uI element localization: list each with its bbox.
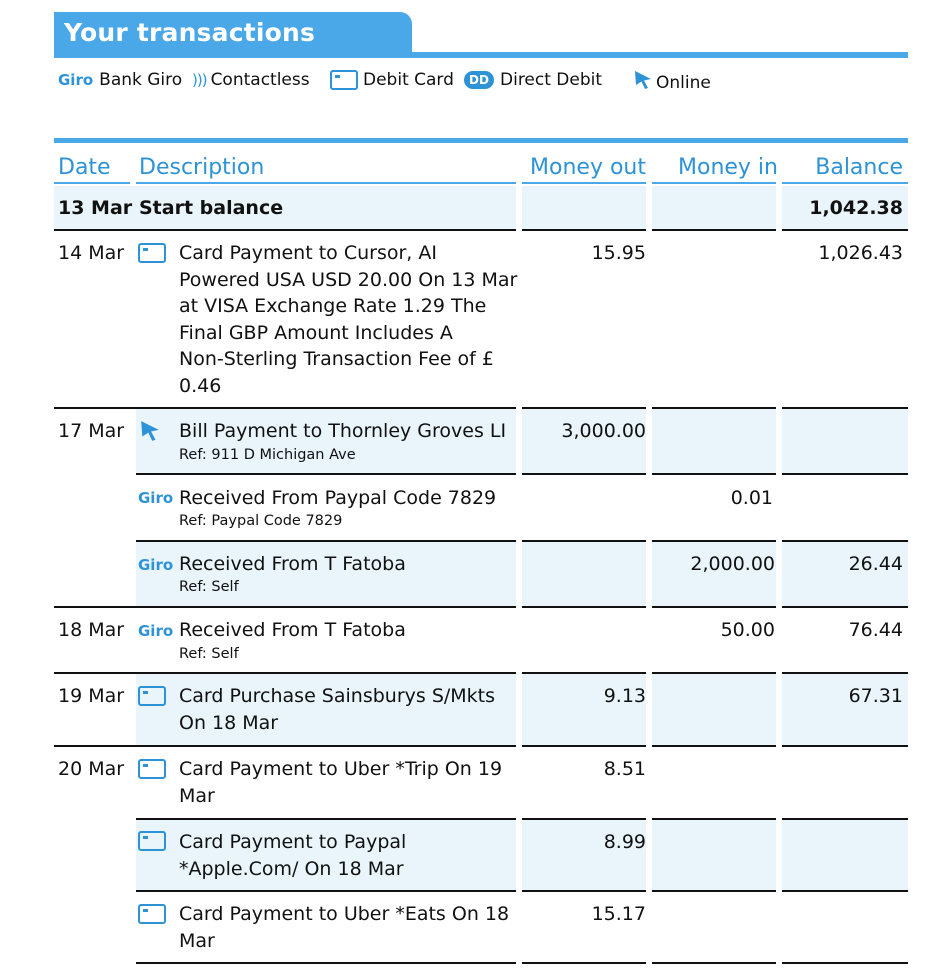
transaction-date: 18 Mar xyxy=(58,619,125,641)
debit-card-icon xyxy=(138,831,166,851)
description-line: Mar xyxy=(179,929,215,952)
transaction-description: Received From T Fatoba xyxy=(179,619,406,641)
legend-contactless xyxy=(192,70,310,90)
description-line: Card Purchase Sainsburys S/Mkts xyxy=(179,685,496,707)
transaction-date: 14 Mar xyxy=(58,242,125,264)
row-rule xyxy=(782,672,908,674)
transaction-reference: Ref: Self xyxy=(179,646,239,662)
column-header-date: Date xyxy=(58,155,111,180)
row-rule xyxy=(652,229,776,231)
header-underline xyxy=(782,182,908,184)
column-header-balance: Balance xyxy=(815,155,903,180)
row-rule xyxy=(652,890,776,892)
section-title-tab xyxy=(54,12,412,54)
money-out: 8.99 xyxy=(603,831,646,853)
row-rule xyxy=(522,540,646,542)
money-out: 8.51 xyxy=(603,758,646,780)
debit-card-icon xyxy=(330,70,358,90)
money-in: 0.01 xyxy=(730,487,773,509)
row-rule xyxy=(522,962,646,964)
column-header-description: Description xyxy=(139,155,265,180)
giro-icon: Giro xyxy=(138,489,174,507)
debit-card-icon xyxy=(138,904,166,924)
transaction-description: Received From Paypal Code 7829 xyxy=(179,487,497,509)
row-shade xyxy=(652,186,776,229)
title-rule xyxy=(54,52,908,58)
row-rule xyxy=(522,606,646,608)
row-shade xyxy=(782,409,908,473)
transaction-description: Bill Payment to Thornley Groves LI xyxy=(179,420,507,442)
debit-card-icon xyxy=(138,686,166,706)
transaction-description: Received From T Fatoba xyxy=(179,553,406,575)
transaction-reference: Ref: Self xyxy=(179,579,239,595)
description-line: Card Payment to Paypal xyxy=(179,831,407,853)
legend-label: Bank Giro xyxy=(99,70,183,90)
balance: 1,026.43 xyxy=(818,242,903,264)
row-rule xyxy=(652,473,776,475)
description-line: Non-Sterling Transaction Fee of £ xyxy=(179,348,494,370)
row-rule xyxy=(782,818,908,820)
header-underline xyxy=(54,182,130,184)
row-shade xyxy=(522,186,646,229)
transaction-date: 20 Mar xyxy=(58,758,125,780)
legend-label: Contactless xyxy=(210,70,310,90)
description-line: On 18 Mar xyxy=(179,711,279,734)
description-line: *Apple.Com/ On 18 Mar xyxy=(179,857,404,880)
column-header-money-in: Money in xyxy=(678,155,778,180)
description-line: Card Payment to Uber *Eats On 18 xyxy=(179,903,510,925)
direct-debit-icon: DD xyxy=(464,71,494,89)
legend-bank-giro xyxy=(58,70,182,90)
start-description: Start balance xyxy=(139,197,284,219)
money-out: 15.17 xyxy=(591,903,646,925)
description-line: Final GBP Amount Includes A xyxy=(179,321,453,344)
row-rule xyxy=(522,473,646,475)
row-shade xyxy=(652,409,776,473)
header-underline xyxy=(652,182,776,184)
row-shade xyxy=(652,674,776,745)
legend-direct-debit xyxy=(464,70,602,90)
money-out: 15.95 xyxy=(591,242,646,264)
row-rule xyxy=(522,229,646,231)
row-rule xyxy=(54,229,516,231)
transaction-reference: Ref: Paypal Code 7829 xyxy=(179,513,343,529)
row-rule xyxy=(782,890,908,892)
transaction-description xyxy=(179,240,517,399)
row-rule xyxy=(522,818,646,820)
description-line: Card Payment to Uber *Trip On 19 xyxy=(179,758,503,780)
row-rule xyxy=(782,407,908,409)
transaction-date: 17 Mar xyxy=(58,420,125,442)
description-line: Powered USA USD 20.00 On 13 Mar xyxy=(179,268,518,291)
table-top-rule xyxy=(54,138,908,143)
online-cursor-icon xyxy=(140,420,160,446)
money-out: 3,000.00 xyxy=(561,420,646,442)
row-rule xyxy=(522,672,646,674)
transaction-description xyxy=(179,756,502,809)
row-rule xyxy=(782,606,908,608)
legend-debit-card xyxy=(330,70,454,90)
row-rule xyxy=(136,818,516,820)
row-shade xyxy=(782,820,908,890)
row-rule xyxy=(782,962,908,964)
debit-card-icon xyxy=(138,759,166,779)
row-rule xyxy=(54,745,516,747)
description-line: Card Payment to Cursor, AI xyxy=(179,242,437,264)
row-rule xyxy=(136,540,516,542)
row-shade xyxy=(652,820,776,890)
row-rule xyxy=(54,606,516,608)
start-balance: 1,042.38 xyxy=(809,197,903,219)
row-rule xyxy=(652,407,776,409)
debit-card-icon xyxy=(138,243,166,263)
row-rule xyxy=(136,890,516,892)
legend-online xyxy=(634,70,711,95)
header-underline xyxy=(136,182,516,184)
row-shade xyxy=(522,542,646,606)
transaction-description xyxy=(179,829,406,882)
row-rule xyxy=(54,672,516,674)
row-rule xyxy=(136,962,516,964)
row-rule xyxy=(522,890,646,892)
row-rule xyxy=(136,473,516,475)
row-rule xyxy=(782,229,908,231)
section-title: Your transactions xyxy=(64,18,316,47)
description-line: 0.46 xyxy=(179,374,222,397)
legend-label: Direct Debit xyxy=(500,70,603,90)
contactless-icon: ))) xyxy=(192,71,207,89)
transaction-date: 19 Mar xyxy=(58,685,125,707)
row-rule xyxy=(652,540,776,542)
row-rule xyxy=(652,606,776,608)
row-rule xyxy=(782,473,908,475)
row-rule xyxy=(652,818,776,820)
column-header-money-out: Money out xyxy=(530,155,646,180)
row-rule xyxy=(652,745,776,747)
balance: 26.44 xyxy=(848,553,903,575)
balance: 67.31 xyxy=(848,685,903,707)
legend-label: Debit Card xyxy=(363,70,454,90)
money-in: 2,000.00 xyxy=(690,553,775,575)
row-rule xyxy=(522,745,646,747)
row-rule xyxy=(782,745,908,747)
start-date: 13 Mar xyxy=(58,197,133,219)
row-rule xyxy=(652,962,776,964)
money-in: 50.00 xyxy=(720,619,775,641)
giro-icon: Giro xyxy=(138,556,174,574)
transaction-reference: Ref: 911 D Michigan Ave xyxy=(179,447,356,463)
row-rule xyxy=(652,672,776,674)
transaction-description xyxy=(179,683,495,736)
row-rule xyxy=(54,407,516,409)
header-underline xyxy=(522,182,646,184)
balance: 76.44 xyxy=(848,619,903,641)
description-line: Mar xyxy=(179,784,215,807)
money-out: 9.13 xyxy=(603,685,646,707)
giro-icon: Giro xyxy=(138,622,174,640)
row-rule xyxy=(522,407,646,409)
legend-label: Online xyxy=(656,72,711,93)
online-cursor-icon xyxy=(634,70,652,95)
transaction-description xyxy=(179,901,509,954)
description-line: at VISA Exchange Rate 1.29 The xyxy=(179,295,487,317)
row-rule xyxy=(782,540,908,542)
giro-icon: Giro xyxy=(58,71,94,89)
